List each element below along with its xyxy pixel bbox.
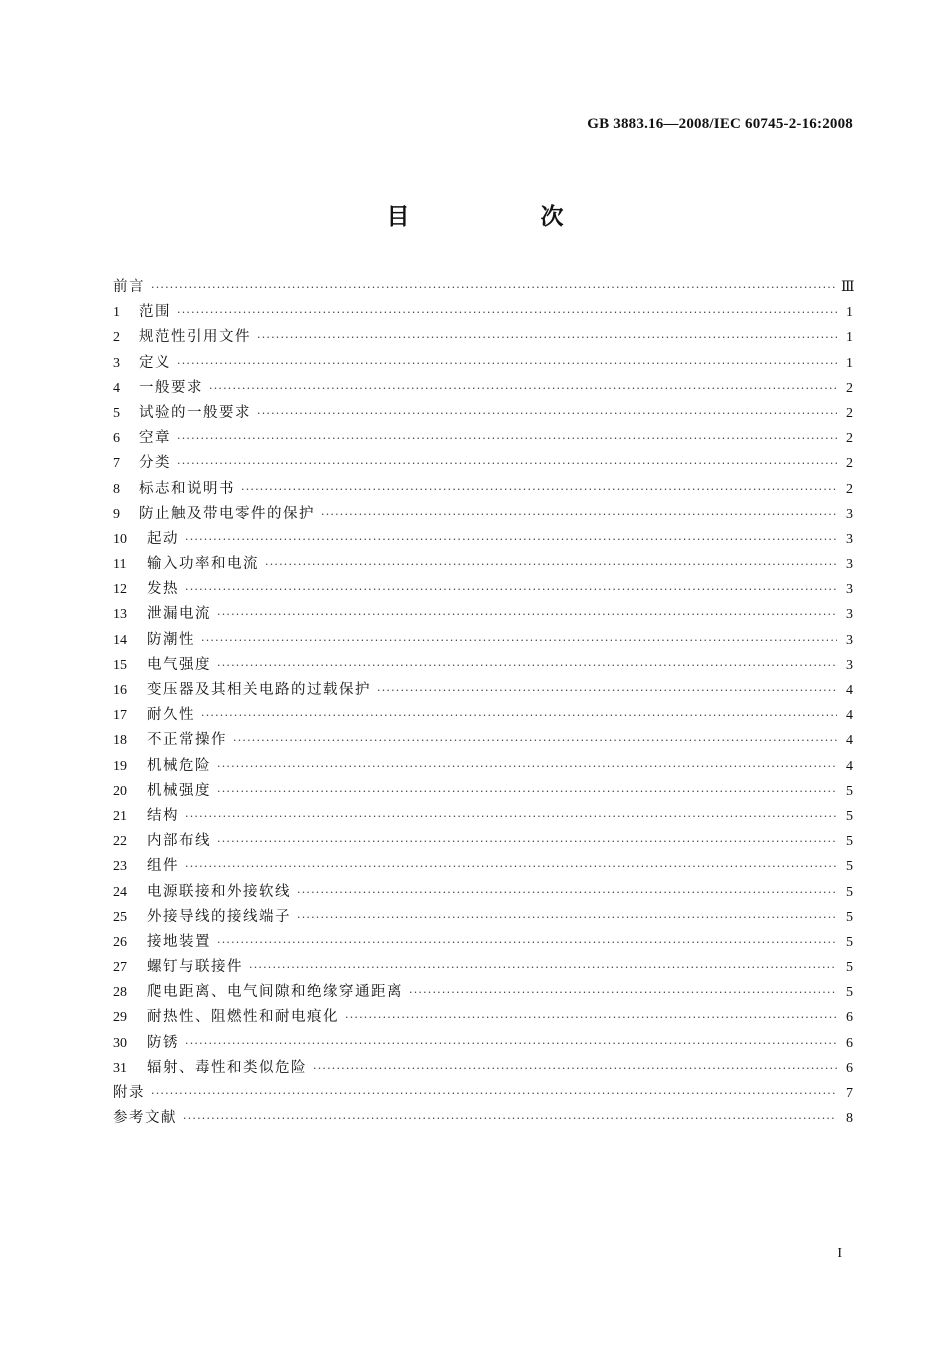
toc-leader-dots <box>177 357 837 370</box>
toc-entry-label: 电气强度 <box>147 656 211 673</box>
toc-entry-number: 29 <box>113 1010 127 1026</box>
toc-entry[interactable] <box>113 1031 853 1056</box>
toc-entry[interactable] <box>113 728 853 753</box>
toc-entry-page: 2 <box>846 431 853 447</box>
toc-entry-number: 5 <box>113 405 120 421</box>
toc-entry-page: 5 <box>846 985 853 1001</box>
toc-entry[interactable] <box>113 678 853 703</box>
toc-entry-page: 3 <box>846 582 853 598</box>
toc-leader-dots <box>249 961 837 974</box>
toc-entry-label: 标志和说明书 <box>139 480 235 497</box>
toc-leader-dots <box>217 608 837 621</box>
toc-leader-dots <box>183 1112 837 1125</box>
toc-entry-page: 4 <box>846 758 853 774</box>
toc-entry[interactable] <box>113 955 853 980</box>
toc-leader-dots <box>177 306 837 319</box>
toc-leader-dots <box>151 281 837 294</box>
toc-entry-number: 6 <box>113 431 120 447</box>
toc-entry[interactable] <box>113 880 853 905</box>
toc-entry-number: 9 <box>113 506 120 522</box>
toc-entry-page: 1 <box>846 355 853 371</box>
toc-entry-number: 13 <box>113 607 127 623</box>
toc-entry-label: 机械强度 <box>147 782 211 799</box>
toc-leader-dots <box>217 760 837 773</box>
toc-entry-page: 2 <box>846 405 853 421</box>
toc-entry[interactable] <box>113 376 853 401</box>
toc-entry-number: 10 <box>113 531 127 547</box>
toc-entry[interactable] <box>113 628 853 653</box>
toc-entry-page: 5 <box>846 783 853 799</box>
toc-entry[interactable] <box>113 905 853 930</box>
toc-entry-page: 5 <box>846 960 853 976</box>
toc-entry-page: 5 <box>846 808 853 824</box>
toc-entry-label: 爬电距离、电气间隙和绝缘穿通距离 <box>147 984 403 1001</box>
table-of-contents <box>113 275 853 1131</box>
toc-entry-number: 21 <box>113 808 127 824</box>
toc-leader-dots <box>265 558 837 571</box>
toc-entry[interactable] <box>113 1081 853 1106</box>
toc-entry-number: 15 <box>113 657 127 673</box>
toc-entry-page: 4 <box>846 683 853 698</box>
toc-entry-label: 接地装置 <box>147 933 211 950</box>
toc-entry-number: 16 <box>113 683 127 698</box>
toc-entry[interactable] <box>113 477 853 502</box>
toc-entry-page: Ⅲ <box>841 280 855 295</box>
toc-entry[interactable] <box>113 577 853 602</box>
toc-leader-dots <box>217 936 837 949</box>
toc-leader-dots <box>377 684 837 697</box>
toc-entry-page: 6 <box>846 1060 853 1076</box>
toc-entry-page: 3 <box>846 657 853 673</box>
toc-title: 目 次 <box>386 204 618 230</box>
toc-entry[interactable] <box>113 451 853 476</box>
toc-entry[interactable] <box>113 804 853 829</box>
toc-entry-page: 5 <box>846 834 853 850</box>
toc-entry-page: 2 <box>846 481 853 497</box>
toc-entry-page: 7 <box>846 1086 853 1101</box>
standard-code-header: GB 3883.16—2008/IEC 60745-2-16:2008 <box>587 116 853 132</box>
toc-entry[interactable] <box>113 703 853 728</box>
toc-leader-dots <box>151 1087 837 1100</box>
toc-leader-dots <box>257 407 837 420</box>
toc-entry-label: 外接导线的接线端子 <box>147 908 291 925</box>
toc-leader-dots <box>233 734 837 747</box>
toc-entry-number: 27 <box>113 960 127 976</box>
toc-entry[interactable] <box>113 854 853 879</box>
toc-entry-label: 防止触及带电零件的保护 <box>139 505 315 522</box>
toc-entry-page: 3 <box>846 506 853 522</box>
toc-entry-page: 3 <box>846 531 853 547</box>
toc-entry-label: 起动 <box>147 530 179 547</box>
toc-entry[interactable] <box>113 502 853 527</box>
toc-entry-number: 1 <box>113 305 120 321</box>
toc-leader-dots <box>241 483 837 496</box>
toc-leader-dots <box>185 810 837 823</box>
toc-entry-page: 6 <box>846 1010 853 1026</box>
page-number: I <box>837 1246 842 1261</box>
toc-entry-label: 范围 <box>139 304 171 321</box>
toc-entry-label: 机械危险 <box>147 757 211 774</box>
toc-leader-dots <box>201 634 837 647</box>
toc-entry-page: 2 <box>846 380 853 396</box>
toc-entry-number: 11 <box>113 557 127 573</box>
toc-entry-label: 耐久性 <box>147 707 195 724</box>
toc-entry-page: 5 <box>846 859 853 875</box>
toc-entry-label: 变压器及其相关电路的过载保护 <box>147 682 371 698</box>
toc-entry-page: 3 <box>846 557 853 573</box>
toc-leader-dots <box>321 508 837 521</box>
toc-entry[interactable] <box>113 1056 853 1081</box>
toc-entry-label: 一般要求 <box>139 379 203 396</box>
toc-entry[interactable] <box>113 602 853 627</box>
toc-entry-label: 空章 <box>139 430 171 447</box>
toc-leader-dots <box>257 331 837 344</box>
toc-entry[interactable] <box>113 351 853 376</box>
toc-entry-label: 螺钉与联接件 <box>147 959 243 976</box>
toc-entry-label: 发热 <box>147 581 179 598</box>
toc-entry[interactable] <box>113 426 853 451</box>
toc-entry-page: 5 <box>846 909 853 925</box>
toc-entry-label: 结构 <box>147 807 179 824</box>
toc-entry-number: 30 <box>113 1035 127 1051</box>
toc-leader-dots <box>177 432 837 445</box>
toc-leader-dots <box>409 986 837 999</box>
toc-entry[interactable] <box>113 275 853 300</box>
toc-entry-page: 8 <box>846 1111 853 1127</box>
toc-leader-dots <box>297 911 837 924</box>
toc-leader-dots <box>201 709 837 722</box>
toc-entry-page: 4 <box>846 733 853 749</box>
toc-entry-number: 24 <box>113 884 127 900</box>
toc-entry-label: 防锈 <box>147 1034 179 1051</box>
toc-entry-page: 6 <box>846 1035 853 1051</box>
toc-leader-dots <box>185 583 837 596</box>
toc-entry[interactable] <box>113 779 853 804</box>
toc-leader-dots <box>297 886 837 899</box>
toc-leader-dots <box>185 533 837 546</box>
toc-entry-number: 31 <box>113 1060 127 1076</box>
toc-entry[interactable] <box>113 527 853 552</box>
toc-entry-number: 22 <box>113 834 127 850</box>
toc-entry-label: 防潮性 <box>147 631 195 648</box>
toc-entry[interactable] <box>113 1005 853 1030</box>
toc-entry[interactable] <box>113 980 853 1005</box>
toc-entry-number: 23 <box>113 859 127 875</box>
toc-entry[interactable] <box>113 829 853 854</box>
toc-leader-dots <box>217 785 837 798</box>
toc-entry-number: 25 <box>113 909 127 925</box>
toc-entry-label: 电源联接和外接软线 <box>147 883 291 900</box>
toc-entry-page: 5 <box>846 884 853 900</box>
toc-entry-page: 3 <box>846 632 853 648</box>
toc-entry-label: 试验的一般要求 <box>139 404 251 421</box>
toc-leader-dots <box>185 860 837 873</box>
toc-entry-label: 分类 <box>139 455 171 472</box>
toc-entry-number: 7 <box>113 456 120 472</box>
toc-entry[interactable] <box>113 1106 853 1131</box>
toc-entry-label: 前言 <box>113 279 145 295</box>
toc-entry-label: 泄漏电流 <box>147 606 211 623</box>
toc-entry-number: 17 <box>113 708 127 724</box>
toc-entry-number: 14 <box>113 632 127 648</box>
toc-entry[interactable] <box>113 653 853 678</box>
toc-leader-dots <box>313 1062 837 1075</box>
toc-entry-label: 规范性引用文件 <box>139 329 251 346</box>
toc-entry-number: 3 <box>113 355 120 371</box>
toc-entry[interactable] <box>113 300 853 325</box>
toc-entry-label: 定义 <box>139 354 171 371</box>
toc-entry-number: 8 <box>113 481 120 497</box>
toc-leader-dots <box>345 1011 837 1024</box>
toc-entry[interactable] <box>113 930 853 955</box>
toc-entry[interactable] <box>113 401 853 426</box>
toc-entry-page: 4 <box>846 708 853 724</box>
toc-entry-number: 2 <box>113 330 120 346</box>
toc-entry-label: 不正常操作 <box>147 732 227 749</box>
toc-entry-number: 4 <box>113 380 120 396</box>
toc-entry-number: 20 <box>113 783 127 799</box>
toc-entry-number: 12 <box>113 582 127 598</box>
toc-leader-dots <box>217 835 837 848</box>
toc-entry-number: 18 <box>113 733 127 749</box>
toc-entry-page: 1 <box>846 305 853 321</box>
toc-entry-page: 5 <box>846 934 853 950</box>
toc-entry-label: 参考文献 <box>113 1110 177 1127</box>
toc-entry-page: 3 <box>846 607 853 623</box>
toc-entry-number: 28 <box>113 985 127 1001</box>
toc-leader-dots <box>209 382 837 395</box>
toc-entry-label: 内部布线 <box>147 833 211 850</box>
toc-entry-label: 组件 <box>147 858 179 875</box>
toc-leader-dots <box>177 457 837 470</box>
toc-entry[interactable] <box>113 754 853 779</box>
toc-entry[interactable] <box>113 552 853 577</box>
toc-leader-dots <box>217 659 837 672</box>
toc-leader-dots <box>185 1037 837 1050</box>
toc-entry-number: 26 <box>113 934 127 950</box>
toc-entry[interactable] <box>113 325 853 350</box>
toc-entry-label: 辐射、毒性和类似危险 <box>147 1059 307 1076</box>
toc-entry-label: 耐热性、阻燃性和耐电痕化 <box>147 1009 339 1026</box>
toc-entry-label: 附录 <box>113 1085 145 1101</box>
toc-entry-number: 19 <box>113 758 127 774</box>
toc-entry-label: 输入功率和电流 <box>147 556 259 573</box>
toc-entry-page: 2 <box>846 456 853 472</box>
toc-entry-page: 1 <box>846 330 853 346</box>
